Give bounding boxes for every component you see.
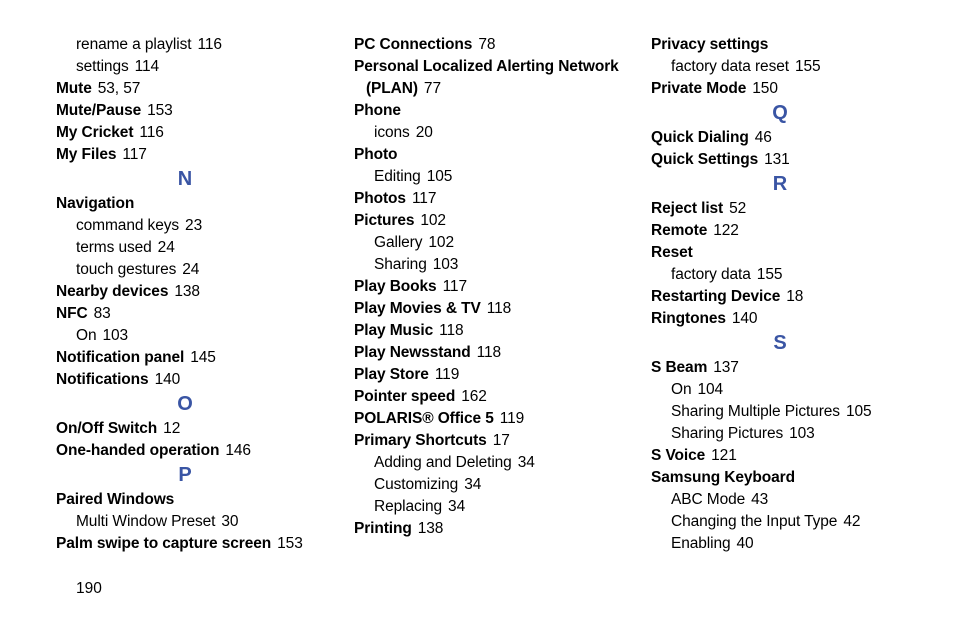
page-reference[interactable]: 140	[154, 371, 181, 388]
index-subentry	[651, 401, 931, 423]
index-term: On/Off Switch	[56, 420, 158, 437]
index-entry	[651, 357, 931, 379]
page-reference[interactable]: 116	[197, 36, 222, 53]
index-entry	[354, 298, 634, 320]
index-entry	[56, 533, 326, 555]
index-subentry	[651, 423, 931, 445]
page-reference[interactable]: 102	[428, 234, 454, 251]
index-term: Personal Localized Alerting Network	[354, 58, 619, 75]
index-entry	[354, 518, 634, 540]
page-reference[interactable]: 137	[713, 359, 739, 376]
page-reference[interactable]: 118	[486, 300, 512, 317]
index-entry	[354, 210, 634, 232]
index-term: Pointer speed	[354, 388, 456, 405]
index-subentry	[354, 232, 634, 254]
index-subentry	[651, 379, 931, 401]
page-reference[interactable]: 34	[448, 498, 466, 515]
index-term: Private Mode	[651, 80, 747, 97]
page-reference[interactable]: 105	[845, 403, 872, 420]
index-term: command keys	[76, 217, 180, 234]
index-entry	[354, 34, 634, 56]
index-entry	[651, 220, 931, 242]
page-reference[interactable]: 12	[163, 420, 181, 437]
index-subentry	[56, 34, 326, 56]
page-reference[interactable]: 118	[476, 344, 502, 361]
index-subentry	[354, 474, 634, 496]
index-term: Play Movies & TV	[354, 300, 481, 317]
index-term: Mute/Pause	[56, 102, 142, 119]
page-reference[interactable]: 153	[147, 102, 173, 119]
page-reference[interactable]: 24	[157, 239, 175, 256]
index-entry	[56, 303, 326, 325]
index-term: On	[76, 327, 97, 344]
index-entry	[651, 127, 931, 149]
index-subentry	[354, 166, 634, 188]
index-entry	[354, 342, 634, 364]
index-term: S Voice	[651, 447, 706, 464]
index-term: Customizing	[374, 476, 459, 493]
index-term: Changing the Input Type	[671, 513, 838, 530]
index-term: Nearby devices	[56, 283, 169, 300]
index-entry	[354, 320, 634, 342]
page-reference[interactable]: 43	[751, 491, 769, 508]
index-term: Navigation	[56, 195, 135, 212]
index-column-3	[651, 34, 931, 555]
index-entry-continuation	[354, 78, 634, 100]
page-reference[interactable]: 77	[423, 80, 441, 97]
page-reference[interactable]: 40	[736, 535, 754, 552]
page-reference[interactable]: 34	[517, 454, 535, 471]
index-term: Gallery	[374, 234, 423, 251]
index-term: Primary Shortcuts	[354, 432, 487, 449]
page-reference[interactable]: 119	[499, 410, 525, 427]
index-entry	[56, 347, 326, 369]
page-reference[interactable]: 121	[711, 447, 737, 464]
index-entry	[354, 188, 634, 210]
index-subentry	[56, 511, 326, 533]
index-term: Photo	[354, 146, 398, 163]
index-term: Phone	[354, 102, 401, 119]
page-reference[interactable]: 23	[185, 217, 203, 234]
index-entry	[354, 430, 634, 452]
page-reference[interactable]: 117	[122, 146, 147, 163]
index-term: Play Books	[354, 278, 437, 295]
index-entry	[651, 149, 931, 171]
page-reference[interactable]: 52	[729, 200, 747, 217]
index-term: Play Music	[354, 322, 434, 339]
index-term: Sharing Multiple Pictures	[671, 403, 840, 420]
page-reference[interactable]: 114	[134, 58, 160, 75]
page-reference[interactable]: 53, 57	[97, 80, 141, 97]
index-entry	[651, 78, 931, 100]
index-term: factory data	[671, 266, 751, 283]
section-letter: O	[177, 393, 193, 415]
page-reference[interactable]: 116	[139, 124, 164, 141]
index-term: POLARIS® Office 5	[354, 410, 494, 427]
page-reference[interactable]: 20	[415, 124, 433, 141]
index-entry	[56, 144, 326, 166]
index-term: (PLAN)	[366, 80, 418, 97]
index-term: touch gestures	[76, 261, 177, 278]
index-term: Mute	[56, 80, 92, 97]
page-reference[interactable]: 17	[492, 432, 510, 449]
page-reference[interactable]: 83	[93, 305, 111, 322]
index-entry	[651, 34, 931, 56]
page-reference[interactable]: 104	[697, 381, 724, 398]
index-term: Replacing	[374, 498, 443, 515]
index-term: Printing	[354, 520, 412, 537]
index-term: icons	[374, 124, 410, 141]
page-reference[interactable]: 117	[411, 190, 437, 207]
index-term: Quick Settings	[651, 151, 759, 168]
index-term: Samsung Keyboard	[651, 469, 795, 486]
page-reference[interactable]: 102	[420, 212, 446, 229]
index-term: Ringtones	[651, 310, 726, 327]
page-reference[interactable]: 117	[442, 278, 467, 295]
page-reference[interactable]: 34	[464, 476, 482, 493]
index-term: Adding and Deleting	[374, 454, 512, 471]
index-subentry	[56, 325, 326, 347]
section-letter: S	[773, 332, 787, 354]
index-term: terms used	[76, 239, 152, 256]
index-term: Palm swipe to capture screen	[56, 535, 272, 552]
index-entry	[354, 364, 634, 386]
index-term: Play Newsstand	[354, 344, 471, 361]
index-entry	[56, 78, 326, 100]
index-term: Notifications	[56, 371, 149, 388]
index-column-2	[354, 34, 634, 540]
section-letter: P	[178, 464, 192, 486]
page-reference[interactable]: 24	[182, 261, 200, 278]
index-term: Restarting Device	[651, 288, 781, 305]
index-subentry	[354, 452, 634, 474]
index-term: Paired Windows	[56, 491, 175, 508]
index-term: On	[671, 381, 692, 398]
index-term: factory data reset	[671, 58, 789, 75]
index-subentry	[56, 237, 326, 259]
index-term: Remote	[651, 222, 708, 239]
page-reference[interactable]: 103	[789, 425, 815, 442]
index-entry	[354, 56, 634, 78]
section-letter: N	[177, 168, 193, 190]
index-entry	[354, 276, 634, 298]
index-subentry	[56, 56, 326, 78]
index-entry	[651, 308, 931, 330]
index-term: Pictures	[354, 212, 415, 229]
index-term: ABC Mode	[671, 491, 746, 508]
index-subentry	[651, 489, 931, 511]
index-entry	[56, 122, 326, 144]
page-reference[interactable]: 18	[786, 288, 804, 305]
index-term: Editing	[374, 168, 421, 185]
index-term: Privacy settings	[651, 36, 769, 53]
index-subentry	[56, 259, 326, 281]
page-reference[interactable]: 145	[190, 349, 216, 366]
index-term: Sharing Pictures	[671, 425, 784, 442]
index-entry	[354, 100, 634, 122]
index-term: settings	[76, 58, 129, 75]
index-subentry	[651, 56, 931, 78]
index-entry	[56, 440, 326, 462]
index-term: Multi Window Preset	[76, 513, 216, 530]
index-subentry	[651, 533, 931, 555]
index-term: Enabling	[671, 535, 731, 552]
index-column-1	[56, 34, 326, 555]
page-reference[interactable]: 140	[731, 310, 758, 327]
index-entry	[651, 286, 931, 308]
index-entry	[354, 408, 634, 430]
index-term: My Files	[56, 146, 117, 163]
index-subentry	[651, 511, 931, 533]
page-reference[interactable]: 155	[794, 58, 821, 75]
page-reference[interactable]: 150	[752, 80, 778, 97]
index-term: Reset	[651, 244, 693, 261]
page-reference[interactable]: 103	[432, 256, 459, 273]
index-entry	[651, 445, 931, 467]
index-entry	[651, 242, 931, 264]
section-letter: R	[772, 173, 788, 195]
index-entry	[354, 144, 634, 166]
index-term: S Beam	[651, 359, 708, 376]
index-subentry	[651, 264, 931, 286]
page-reference[interactable]: 122	[713, 222, 739, 239]
index-term: Sharing	[374, 256, 427, 273]
index-term: My Cricket	[56, 124, 134, 141]
index-entry	[56, 369, 326, 391]
index-entry	[56, 281, 326, 303]
page-reference[interactable]: 118	[439, 322, 464, 339]
index-subentry	[354, 496, 634, 518]
page-reference[interactable]: 105	[426, 168, 453, 185]
index-term: Play Store	[354, 366, 429, 383]
page-reference[interactable]: 30	[221, 513, 239, 530]
index-entry	[651, 198, 931, 220]
index-subentry	[354, 122, 634, 144]
section-letter: Q	[772, 102, 788, 124]
index-entry	[651, 467, 931, 489]
page-reference[interactable]: 153	[277, 535, 303, 552]
index-term: Photos	[354, 190, 406, 207]
index-term: Reject list	[651, 200, 724, 217]
page-reference[interactable]: 138	[174, 283, 200, 300]
page-reference[interactable]: 42	[843, 513, 861, 530]
page-reference[interactable]: 119	[434, 366, 460, 383]
page-number: 190	[76, 580, 102, 597]
page-reference[interactable]: 46	[754, 129, 772, 146]
page-reference[interactable]: 131	[764, 151, 790, 168]
index-term: Notification panel	[56, 349, 185, 366]
page-reference[interactable]: 78	[478, 36, 496, 53]
page-reference[interactable]: 138	[417, 520, 444, 537]
index-entry	[354, 386, 634, 408]
index-subentry	[354, 254, 634, 276]
index-entry	[56, 100, 326, 122]
page-reference[interactable]: 146	[225, 442, 251, 459]
index-term: One-handed operation	[56, 442, 220, 459]
index-term: NFC	[56, 305, 88, 322]
index-term: rename a playlist	[76, 36, 192, 53]
index-term: Quick Dialing	[651, 129, 749, 146]
page-reference[interactable]: 155	[756, 266, 783, 283]
index-subentry	[56, 215, 326, 237]
index-entry	[56, 193, 326, 215]
page-reference[interactable]: 162	[461, 388, 487, 405]
index-entry	[56, 489, 326, 511]
page-reference[interactable]: 103	[102, 327, 129, 344]
index-term: PC Connections	[354, 36, 473, 53]
index-entry	[56, 418, 326, 440]
